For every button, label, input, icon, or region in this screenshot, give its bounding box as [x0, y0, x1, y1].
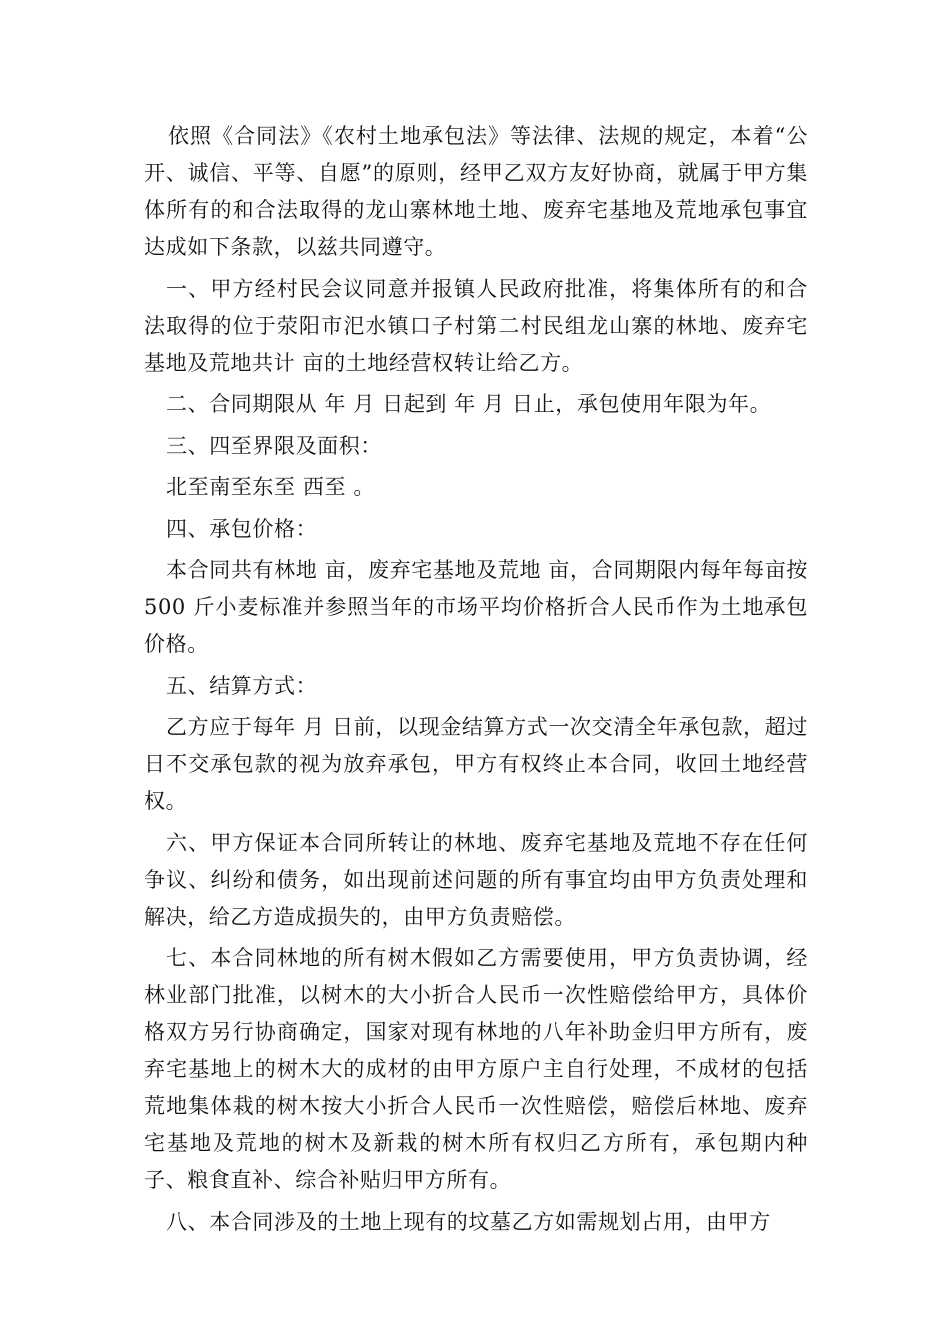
paragraph-clause-8: 八、本合同涉及的土地上现有的坟墓乙方如需规划占用，由甲方	[166, 1209, 771, 1234]
paragraph-clause-3-heading: 三、四至界限及面积：	[166, 433, 382, 458]
paragraph-boundaries: 北至南至东至 西至 。	[166, 475, 375, 499]
paragraph-clause-2: 二、合同期限从 年 月 日起到 年 月 日止，承包使用年限为年。	[166, 392, 772, 416]
paragraph-clause-5-heading: 五、结算方式：	[166, 673, 318, 698]
paragraph-price: 本合同共有林地 亩，废弃宅基地及荒地 亩，合同期限内每年每亩按 500 斤小麦标准并参照当年的市场平均价格折合人民币作为土地承包价格。	[144, 558, 816, 656]
paragraph-clause-4-heading: 四、承包价格：	[166, 516, 318, 541]
paragraph-preamble: 依照《合同法》《农村土地承包法》等法律、法规的规定，本着“公开、诚信、平等、自愿”的原则，经甲乙双方友好协商，就属于甲方集体所有的和合法取得的龙山寨林地土地、废弃宅基地及荒地承包事宜达成如下条款，以兹共同遵守。	[144, 124, 808, 259]
paragraph-clause-7: 七、本合同林地的所有树木假如乙方需要使用，甲方负责协调，经林业部门批准，以树木的大小折合人民币一次性赔偿给甲方，具体价格双方另行协商确定，国家对现有林地的八年补助金归甲方所有，废弃宅基地上的树木大的成材的由甲方原户主自行处理，不成材的包括荒地集体栽的树木按大小折合人民币一次性赔偿，赔偿后林地、废弃宅基地及荒地的树木及新栽的树木所有权归乙方所有，承包期内种子、粮食直补、综合补贴归甲方所有。	[144, 946, 808, 1192]
paragraph-clause-1: 一、甲方经村民会议同意并报镇人民政府批准，将集体所有的和合法取得的位于荥阳市汜水镇口子村第二村民组龙山寨的林地、废弃宅基地及荒地共计 亩的土地经营权转让给乙方。	[144, 276, 808, 375]
paragraph-settlement: 乙方应于每年 月 日前，以现金结算方式一次交清全年承包款，超过 日不交承包款的视为放弃承包，甲方有权终止本合同，收回土地经营权。	[144, 715, 816, 813]
paragraph-clause-6: 六、甲方保证本合同所转让的林地、废弃宅基地及荒地不存在任何争议、纠纷和债务，如出现前述问题的所有事宜均由甲方负责处理和解决，给乙方造成损失的，由甲方负责赔偿。	[144, 830, 808, 929]
